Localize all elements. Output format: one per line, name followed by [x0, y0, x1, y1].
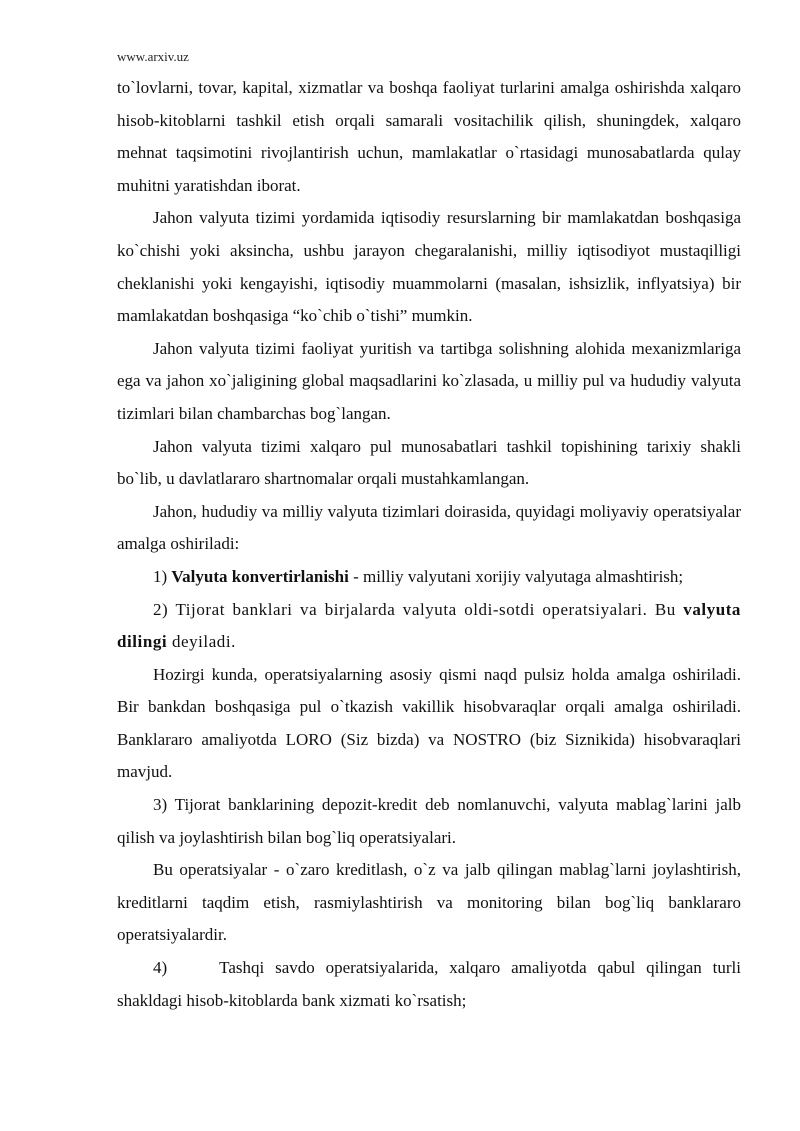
paragraph-1: to`lovlarni, tovar, kapital, xizmatlar va boshqa faoliyat turlarini amalga oshirishda xalqaro hisob-kitoblarni tashkil etish orqali samarali vositachilik qilish, shuningdek, xalqaro mehnat taqsimotini rivojlantirish uchun, mamlakatlar o`rtasidagi munosabatlarda qulay muhitni yaratishdan iborat. — [117, 78, 741, 195]
list-item-text: 2) Tijorat banklari va birjalarda valyuta oldi-sotdi operatsiyalari. Bu — [153, 599, 684, 619]
definition-text: - milliy valyutani xorijiy valyutaga almashtirish; — [348, 566, 684, 586]
list-item-text: Tashqi savdo operatsiyalarida, xalqaro amaliyotda qabul qilingan turli shakldagi hisob-kitoblarda bank xizmati ko`rsatish; — [117, 958, 741, 1010]
paragraph-2: Jahon valyuta tizimi yordamida iqtisodiy resurslarning bir mamlakatdan boshqasiga ko`chishi yoki aksincha, ushbu jarayon chegaralanishi, milliy iqtisodiyot mustaqilligi cheklanishi yoki kengayishi, iqtisodiy muammolarni (masalan, ishsizlik, inflyatsiya) bir mamlakatdan boshqasiga “ko`chib o`tishi” mumkin. — [117, 208, 741, 326]
paragraph-7-list-item-2 — [117, 594, 741, 659]
list-item-rest: deyiladi. — [167, 632, 236, 652]
paragraph-4: Jahon valyuta tizimi xalqaro pul munosabatlari tashkil topishining tarixiy shakli bo`lib, u davlatlararo shartnomalar orqali mustahkamlangan. — [117, 436, 741, 489]
paragraph-6-list-item-1 — [117, 561, 741, 594]
paragraph-11-list-item-4 — [117, 952, 741, 1017]
document-body — [117, 72, 741, 1017]
paragraph-10: Bu operatsiyalar - o`zaro kreditlash, o`z va jalb qilingan mablag`larni joylashtirish, kreditlarni taqdim etish, rasmiylashtirish va monitoring bilan bog`liq banklararo operatsiyalardir. — [117, 860, 741, 945]
list-number: 1) — [153, 566, 168, 586]
term-valyuta-konvertirlanishi: Valyuta konvertirlanishi — [171, 566, 349, 586]
paragraph-5: Jahon, hududiy va milliy valyuta tizimlari doirasida, quyidagi moliyaviy operatsiyalar amalga oshiriladi: — [117, 501, 741, 554]
paragraph-8: Hozirgi kunda, operatsiyalarning asosiy qismi naqd pulsiz holda amalga oshiriladi. Bir bankdan boshqasiga pul o`tkazish vakillik hisobvaraqlar orqali amalga oshiriladi. Banklararo amaliyotda LORO (Siz bizda) va NOSTRO (biz Siznikida) hisobvaraqlari mavjud. — [117, 664, 741, 782]
paragraph-9-list-item-3: 3) Tijorat banklarining depozit-kredit deb nomlanuvchi, valyuta mablag`larini jalb qilish va joylashtirish bilan bog`liq operatsiyalari. — [117, 795, 741, 847]
paragraph-3: Jahon valyuta tizimi faoliyat yuritish va tartibga solishning alohida mexanizmlariga ega va jahon xo`jaligining global maqsadlarini ko`zlasada, u milliy pul va hududiy valyuta tizimlari bilan chambarchas bog`langan. — [117, 338, 741, 423]
site-header: www.arxiv.uz — [117, 49, 189, 64]
list-number: 4) — [153, 958, 168, 978]
term-valyuta-dilingi: valyuta dilingi — [117, 599, 741, 652]
